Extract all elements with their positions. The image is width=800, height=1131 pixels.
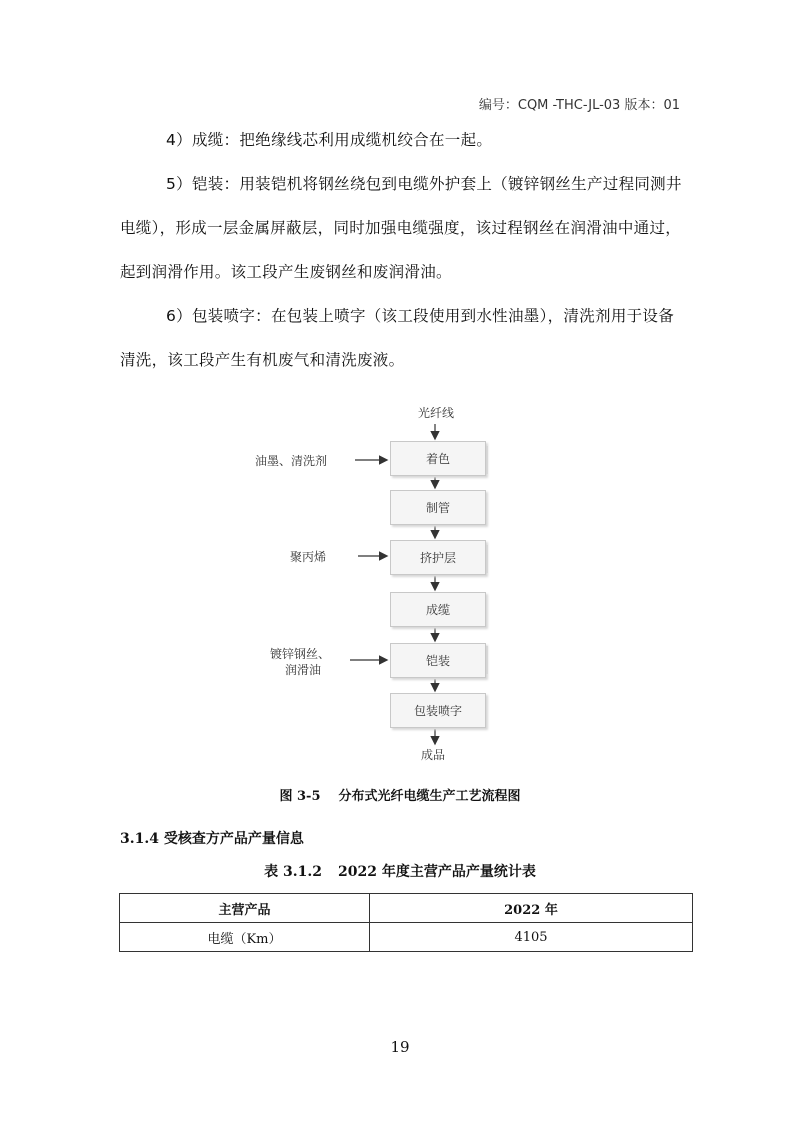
paragraph-cabling: 4）成缆：把绝缘线芯利用成缆机绞合在一起。 <box>166 131 493 149</box>
table-header-year: 2022 年 <box>370 894 693 923</box>
flow-step-coloring: 着色 <box>390 441 486 476</box>
table-cell-value: 4105 <box>370 923 693 952</box>
table-header-product: 主营产品 <box>120 894 370 923</box>
side-input-armoring-2: 润滑油 <box>285 663 322 677</box>
flow-step-packaging-print: 包装喷字 <box>390 693 486 728</box>
side-input-extrusion: 聚丙烯 <box>290 550 327 564</box>
table-cell-product: 电缆（Km） <box>120 923 370 952</box>
flow-output-label: 成品 <box>421 748 446 762</box>
figure-caption <box>0 785 800 804</box>
paragraph-armoring: 5）铠装：用装铠机将钢丝绕包到电缆外护套上（镀锌钢丝生产过程同测井电缆），形成一层金属屏蔽层，同时加强电缆强度，该过程钢丝在润滑油中通过，起到润滑作用。该工段产生废钢丝和废润滑油。 <box>120 175 682 281</box>
document-code: 编号：CQM -THC-JL-03 版本：01 <box>478 98 680 113</box>
table-number: 表 3.1.2 <box>264 864 322 880</box>
side-input-armoring-1: 镀锌钢丝、 <box>270 647 331 661</box>
flow-step-extrusion: 挤护层 <box>390 540 486 575</box>
section-heading: 3.1.4 受核查方产品产量信息 <box>120 831 304 847</box>
table-header-row <box>120 894 693 923</box>
table-title <box>0 861 800 881</box>
paragraph-packaging-print: 6）包装喷字：在包装上喷字（该工段使用到水性油墨），清洗剂用于设备清洗，该工段产生有机废气和清洗废液。 <box>120 307 675 369</box>
table-title-text: 2022 年度主营产品产量统计表 <box>338 864 536 880</box>
table-row <box>120 923 693 952</box>
figure-number: 图 3-5 <box>279 789 321 804</box>
page-number: 19 <box>390 1038 410 1056</box>
flow-input-label: 光纤线 <box>418 406 455 420</box>
flow-step-tubing: 制管 <box>390 490 486 525</box>
figure-title: 分布式光纤电缆生产工艺流程图 <box>338 789 521 804</box>
flow-step-cabling: 成缆 <box>390 592 486 627</box>
production-table <box>119 893 693 952</box>
side-input-coloring: 油墨、清洗剂 <box>255 454 328 468</box>
flow-step-armoring: 铠装 <box>390 643 486 678</box>
